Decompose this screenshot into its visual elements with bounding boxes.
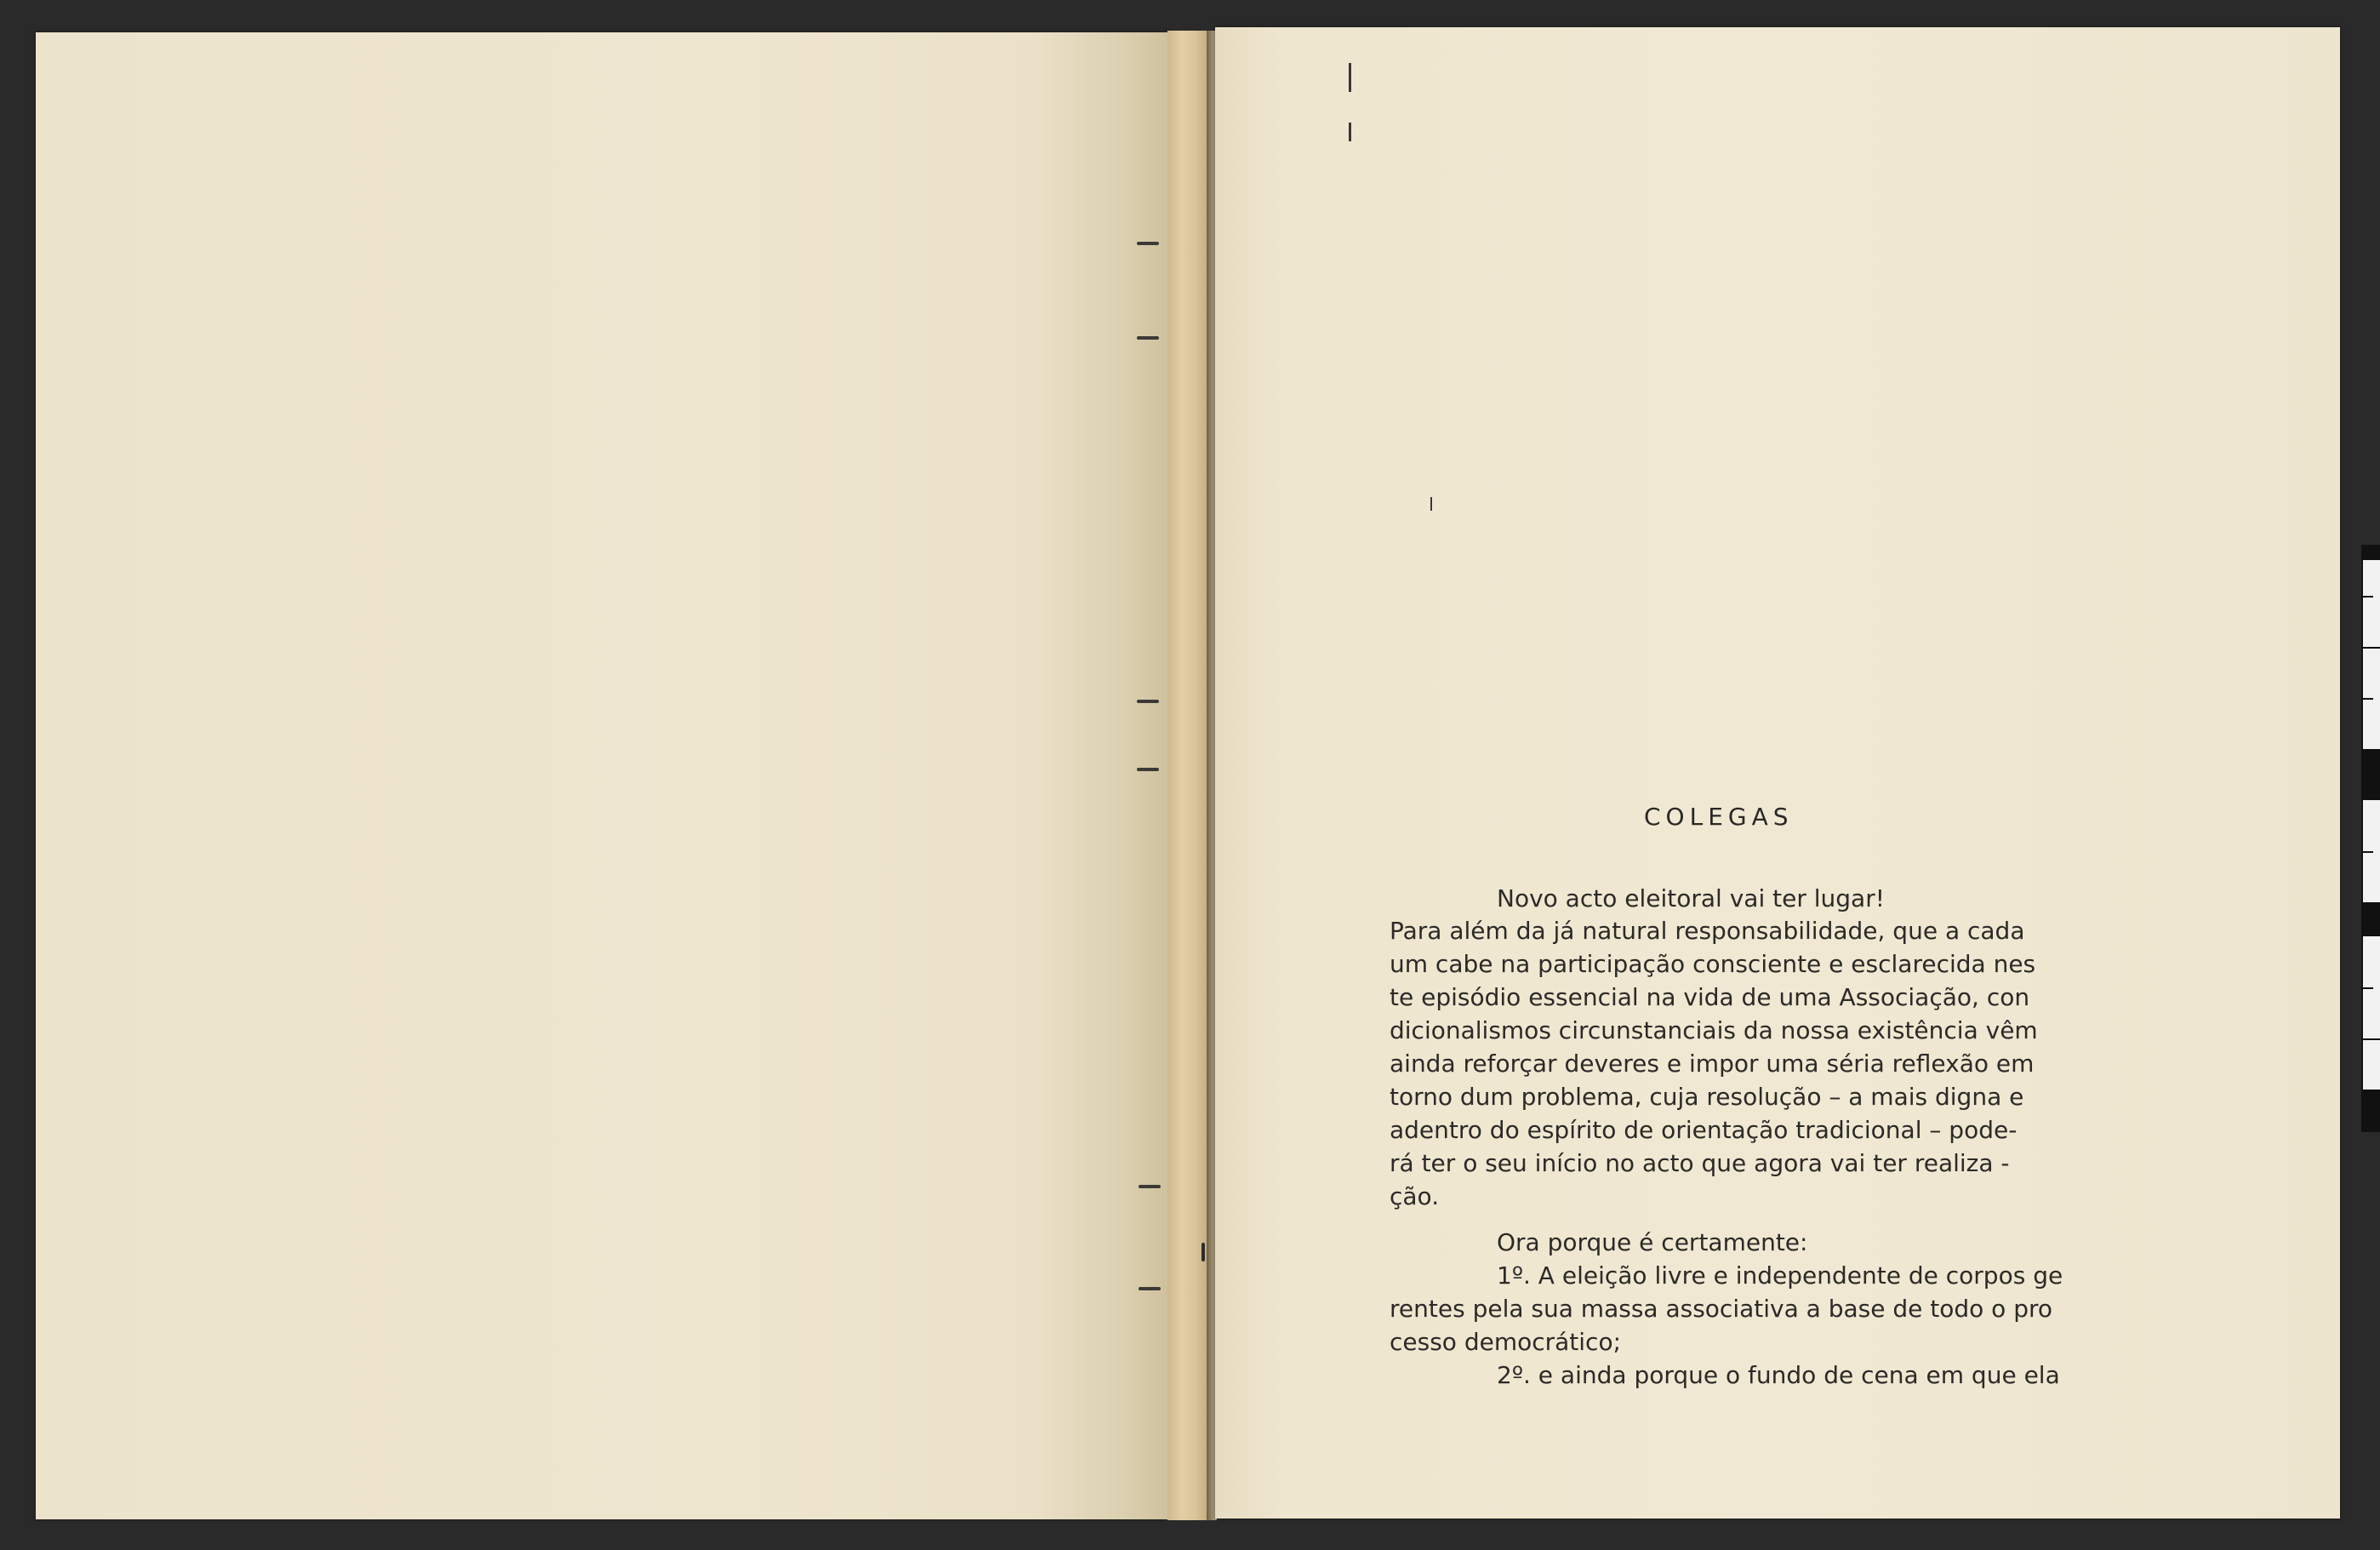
left-page: [36, 32, 1167, 1519]
ruler-segment: [2363, 749, 2380, 800]
scale-ruler: [2361, 545, 2380, 1132]
document-title: COLEGAS: [1644, 803, 1794, 831]
document-text: [1215, 27, 2340, 1519]
staple-mark: [1137, 768, 1159, 771]
ruler-tick: [2363, 851, 2373, 853]
paragraph-1-line: um cabe na participação consciente e esclarecida nes: [1390, 950, 2036, 978]
staple-mark: [1139, 1185, 1161, 1188]
ruler-tick: [2363, 698, 2373, 700]
staple-mark: [1137, 700, 1159, 703]
staple-mark: [1139, 1287, 1161, 1290]
booklet-spine: [1167, 31, 1208, 1520]
ruler-segment: [2363, 902, 2380, 936]
binding-hole: [1201, 1243, 1205, 1261]
paragraph-1-line: te episódio essencial na vida de uma Associação, con: [1390, 983, 2030, 1011]
paragraph-1-line: dicionalismos circunstanciais da nossa existência vêm: [1390, 1016, 2038, 1044]
ruler-tick: [2363, 987, 2373, 989]
paragraph-1-line: ção.: [1390, 1182, 1440, 1210]
paragraph-1-line: rá ter o seu início no acto que agora vai ter realiza -: [1390, 1149, 2010, 1177]
paragraph-2-line: 1º. A eleição livre e independente de corpos ge: [1497, 1261, 2063, 1290]
right-page: [1215, 27, 2340, 1519]
paragraph-1-line: Novo acto eleitoral vai ter lugar!: [1497, 884, 1885, 912]
staple-mark: [1137, 242, 1159, 245]
ruler-tick: [2363, 1038, 2380, 1040]
paragraph-1-line: ainda reforçar deveres e impor uma séria reflexão em: [1390, 1050, 2035, 1078]
ruler-segment: [2363, 545, 2380, 560]
paragraph-1-line: Para além da já natural responsabilidade, que a cada: [1390, 917, 2025, 945]
paragraph-1-line: adentro do espírito de orientação tradicional – pode-: [1390, 1116, 2018, 1144]
staple-mark: [1137, 336, 1159, 340]
paragraph-2-line: rentes pela sua massa associativa a base de todo o pro: [1390, 1295, 2052, 1323]
paragraph-2-line: cesso democrático;: [1390, 1328, 1622, 1356]
paragraph-2-line: Ora porque é certamente:: [1497, 1228, 1808, 1256]
ruler-tick: [2363, 647, 2380, 649]
ruler-tick: [2363, 596, 2373, 598]
ruler-segment: [2363, 1090, 2380, 1132]
paragraph-1-line: torno dum problema, cuja resolução – a mais digna e: [1390, 1083, 2024, 1111]
paragraph-2-line: 2º. e ainda porque o fundo de cena em que ela: [1497, 1361, 2060, 1389]
